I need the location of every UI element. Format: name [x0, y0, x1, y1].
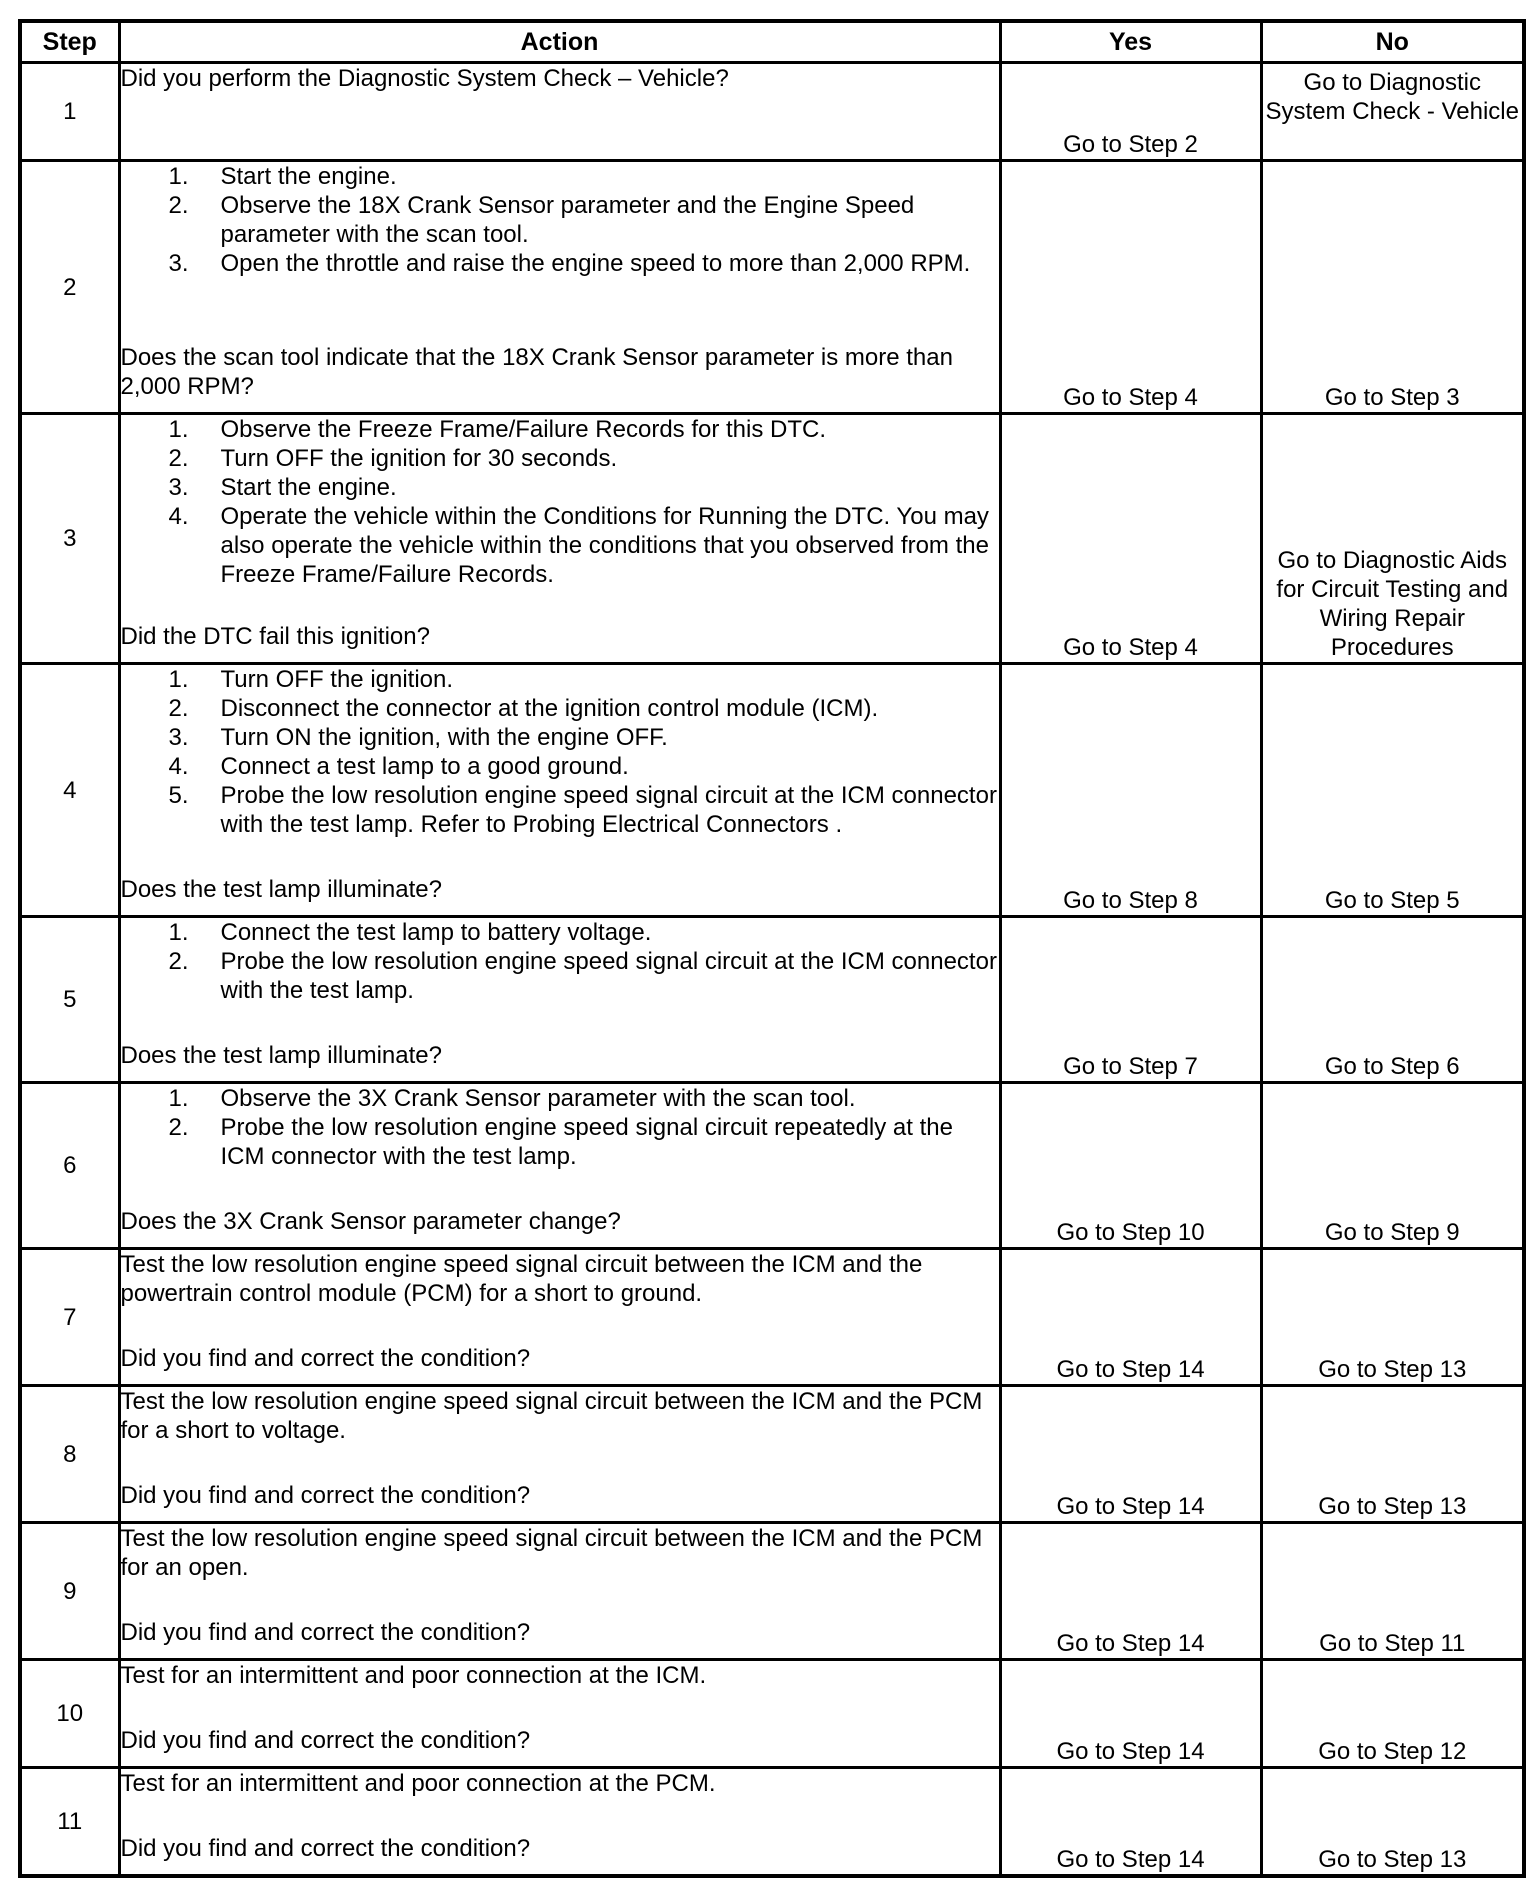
action-cell	[119, 1768, 1000, 1876]
yes-outcome: Go to Step 4	[1000, 414, 1261, 664]
action-text: Test the low resolution engine speed signal circuit between the ICM and the PCM for an open.	[120, 1525, 983, 1581]
no-outcome: Go to Step 5	[1261, 664, 1524, 917]
yes-outcome: Go to Step 14	[1000, 1660, 1261, 1768]
procedure-item-number: 4.	[168, 753, 189, 780]
action-text: Test for an intermittent and poor connection at the ICM.	[120, 1662, 707, 1689]
procedure-item	[121, 694, 999, 723]
procedure-item-text: Start the engine.	[220, 163, 397, 190]
procedure-item	[121, 191, 999, 249]
procedure-item-number: 1.	[168, 416, 189, 443]
procedure-item-number: 1.	[168, 666, 189, 693]
action-cell	[119, 1083, 1000, 1249]
no-outcome: Go to Step 11	[1261, 1523, 1524, 1660]
table-row	[20, 1660, 1524, 1768]
yes-outcome: Go to Step 14	[1000, 1249, 1261, 1386]
step-number: 1	[20, 63, 119, 161]
procedure-item-number: 3.	[168, 474, 189, 501]
no-outcome: Go to Diagnostic Aids for Circuit Testing and Wiring Repair Procedures	[1261, 414, 1524, 664]
yes-outcome: Go to Step 7	[1000, 917, 1261, 1083]
procedure-item-text: Connect the test lamp to battery voltage.	[220, 919, 652, 946]
procedure-item-number: 2.	[168, 192, 189, 219]
procedure-item-text: Disconnect the connector at the ignition control module (ICM).	[220, 695, 879, 722]
table-row	[20, 917, 1524, 1083]
procedure-item-number: 2.	[168, 948, 189, 975]
header-step: Step	[20, 21, 119, 63]
yes-outcome: Go to Step 14	[1000, 1768, 1261, 1876]
no-outcome: Go to Step 13	[1261, 1386, 1524, 1523]
action-text: Did you perform the Diagnostic System Check – Vehicle?	[120, 65, 729, 92]
procedure-list	[121, 162, 999, 278]
procedure-item	[121, 752, 999, 781]
action-cell	[119, 1249, 1000, 1386]
procedure-item-text: Observe the Freeze Frame/Failure Records for this DTC.	[220, 416, 827, 443]
step-number: 8	[20, 1386, 119, 1523]
header-action: Action	[119, 21, 1000, 63]
step-number: 9	[20, 1523, 119, 1660]
procedure-item-text: Turn OFF the ignition for 30 seconds.	[220, 445, 618, 472]
procedure-item-number: 4.	[168, 503, 189, 530]
procedure-item	[121, 502, 999, 589]
table-row	[20, 1083, 1524, 1249]
action-cell	[119, 414, 1000, 664]
header-row	[20, 21, 1524, 63]
table-row	[20, 63, 1524, 161]
procedure-item-text: Probe the low resolution engine speed signal circuit at the ICM connector with the test lamp. Refer to Probing Electrical Connectors .	[220, 782, 997, 838]
question-text: Did you find and correct the condition?	[120, 1482, 531, 1509]
table-row	[20, 161, 1524, 414]
step-number: 2	[20, 161, 119, 414]
no-outcome: Go to Step 6	[1261, 917, 1524, 1083]
procedure-item	[121, 723, 999, 752]
no-outcome: Go to Step 9	[1261, 1083, 1524, 1249]
procedure-item-number: 2.	[168, 445, 189, 472]
step-number: 5	[20, 917, 119, 1083]
action-cell	[119, 161, 1000, 414]
table-row	[20, 664, 1524, 917]
question-text: Does the scan tool indicate that the 18X Crank Sensor parameter is more than 2,000 RPM?	[120, 344, 953, 400]
procedure-item-text: Connect a test lamp to a good ground.	[220, 753, 629, 780]
header-no: No	[1261, 21, 1524, 63]
action-cell	[119, 1386, 1000, 1523]
procedure-item	[121, 444, 999, 473]
action-cell	[119, 664, 1000, 917]
yes-outcome: Go to Step 14	[1000, 1523, 1261, 1660]
table-row	[20, 1523, 1524, 1660]
question-text: Does the test lamp illuminate?	[120, 1042, 442, 1069]
procedure-item-number: 2.	[168, 1114, 189, 1141]
table-row	[20, 1768, 1524, 1876]
procedure-item-text: Turn OFF the ignition.	[220, 666, 454, 693]
procedure-item-text: Observe the 3X Crank Sensor parameter with the scan tool.	[220, 1085, 856, 1112]
question-text: Did you find and correct the condition?	[120, 1835, 531, 1862]
procedure-item-number: 1.	[168, 163, 189, 190]
procedure-item	[121, 947, 999, 1005]
action-text: Test for an intermittent and poor connection at the PCM.	[120, 1770, 716, 1797]
yes-outcome: Go to Step 8	[1000, 664, 1261, 917]
procedure-list	[121, 415, 999, 589]
table-row	[20, 414, 1524, 664]
procedure-item-number: 3.	[168, 724, 189, 751]
procedure-list	[121, 665, 999, 839]
procedure-item	[121, 249, 999, 278]
yes-outcome: Go to Step 14	[1000, 1386, 1261, 1523]
no-outcome: Go to Step 3	[1261, 161, 1524, 414]
diagnostic-table	[18, 19, 1526, 1878]
question-text: Does the test lamp illuminate?	[120, 876, 442, 903]
action-cell	[119, 917, 1000, 1083]
procedure-item	[121, 665, 999, 694]
table-row	[20, 1386, 1524, 1523]
procedure-item-text: Operate the vehicle within the Conditions for Running the DTC. You may also operate the vehicle within the conditions that you observed from the Freeze Frame/Failure Records.	[220, 503, 989, 588]
no-outcome: Go to Diagnostic System Check - Vehicle	[1261, 63, 1524, 161]
question-text: Did you find and correct the condition?	[120, 1727, 531, 1754]
procedure-item-number: 3.	[168, 250, 189, 277]
procedure-item	[121, 1113, 999, 1171]
procedure-item	[121, 162, 999, 191]
action-cell	[119, 1660, 1000, 1768]
no-outcome: Go to Step 12	[1261, 1660, 1524, 1768]
procedure-item	[121, 781, 999, 839]
header-yes: Yes	[1000, 21, 1261, 63]
question-text: Did you find and correct the condition?	[120, 1619, 531, 1646]
yes-outcome: Go to Step 2	[1000, 63, 1261, 161]
action-text: Test the low resolution engine speed signal circuit between the ICM and the PCM for a short to voltage.	[120, 1388, 983, 1444]
procedure-item	[121, 415, 999, 444]
procedure-item-number: 1.	[168, 1085, 189, 1112]
procedure-item-text: Observe the 18X Crank Sensor parameter and the Engine Speed parameter with the scan tool.	[220, 192, 915, 248]
procedure-item-number: 5.	[168, 782, 189, 809]
procedure-item-text: Probe the low resolution engine speed signal circuit at the ICM connector with the test lamp.	[220, 948, 997, 1004]
procedure-item-number: 2.	[168, 695, 189, 722]
step-number: 7	[20, 1249, 119, 1386]
question-text: Did you find and correct the condition?	[120, 1345, 531, 1372]
action-cell	[119, 63, 1000, 161]
procedure-item	[121, 1084, 999, 1113]
no-outcome: Go to Step 13	[1261, 1768, 1524, 1876]
step-number: 3	[20, 414, 119, 664]
action-cell	[119, 1523, 1000, 1660]
procedure-item	[121, 918, 999, 947]
step-number: 10	[20, 1660, 119, 1768]
procedure-item-text: Open the throttle and raise the engine speed to more than 2,000 RPM.	[220, 250, 971, 277]
procedure-item-text: Turn ON the ignition, with the engine OFF.	[220, 724, 668, 751]
no-outcome: Go to Step 13	[1261, 1249, 1524, 1386]
step-number: 4	[20, 664, 119, 917]
question-text: Does the 3X Crank Sensor parameter change?	[120, 1208, 621, 1235]
procedure-list	[121, 918, 999, 1005]
question-text: Did the DTC fail this ignition?	[120, 623, 430, 650]
procedure-item-text: Start the engine.	[220, 474, 397, 501]
step-number: 11	[20, 1768, 119, 1876]
procedure-item-text: Probe the low resolution engine speed signal circuit repeatedly at the ICM connector with the test lamp.	[220, 1114, 953, 1170]
action-text: Test the low resolution engine speed signal circuit between the ICM and the powertrain control module (PCM) for a short to ground.	[120, 1251, 923, 1307]
procedure-item-number: 1.	[168, 919, 189, 946]
procedure-list	[121, 1084, 999, 1171]
yes-outcome: Go to Step 10	[1000, 1083, 1261, 1249]
step-number: 6	[20, 1083, 119, 1249]
table-row	[20, 1249, 1524, 1386]
procedure-item	[121, 473, 999, 502]
yes-outcome: Go to Step 4	[1000, 161, 1261, 414]
